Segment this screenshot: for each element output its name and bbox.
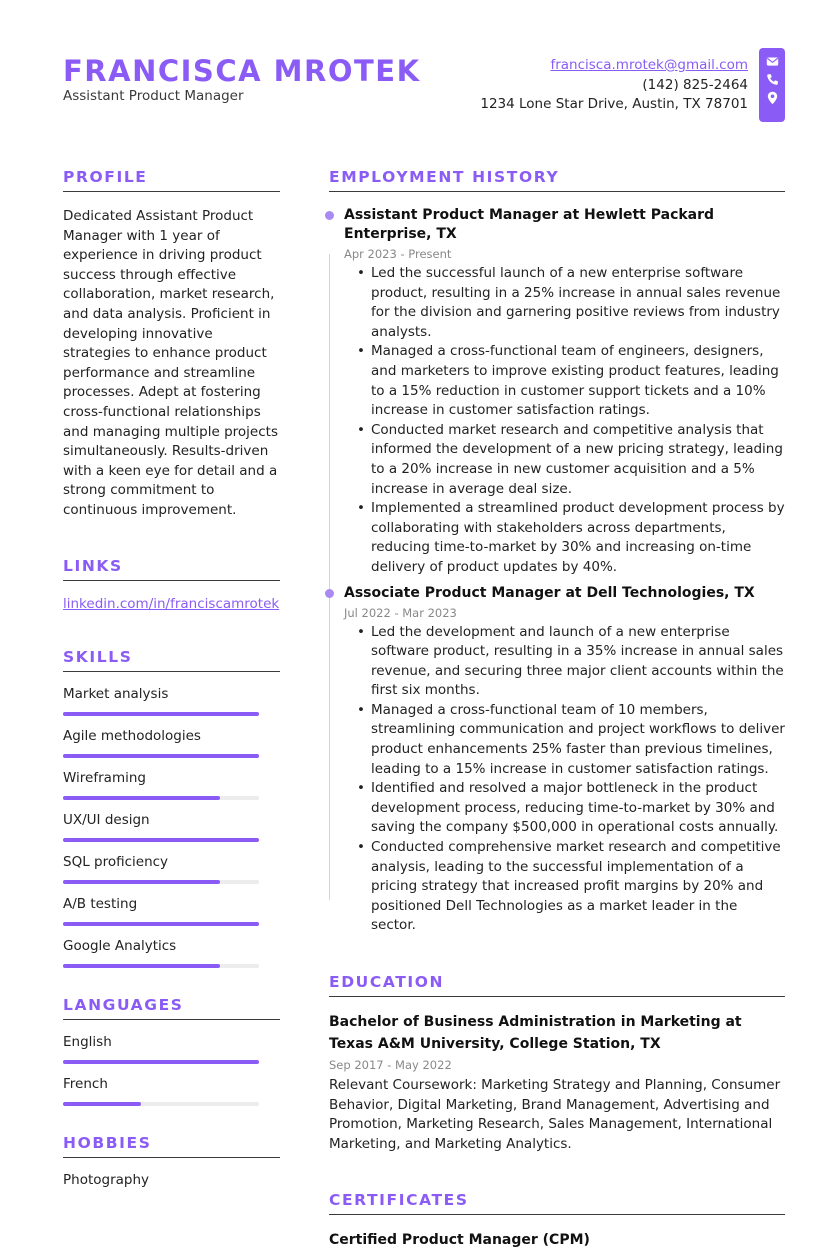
language-level-fill [63, 1102, 141, 1106]
language-level-fill [63, 1060, 259, 1064]
certificate-item: Certified Product Manager (CPM) [329, 1232, 590, 1249]
skill-item [63, 769, 280, 800]
profile-section [63, 167, 280, 521]
job-entry [344, 206, 785, 578]
skill-level-fill [63, 922, 259, 926]
certificates-section [329, 1190, 785, 1251]
job-bullet: • Led the development and launch of a new enterprise software product, resulting in a 35% increase in annual sales revenue, and securing three major client accounts within the first six months. [371, 623, 785, 701]
job-bullet: • Implemented a streamlined product development process by collaborating with stakeholders across departments, reducing time-to-market by 30% and increasing on-time delivery of product updates by 40%. [371, 499, 785, 577]
employment-section [329, 167, 785, 936]
phone-icon [766, 73, 779, 86]
skill-item [63, 895, 280, 926]
skill-item [63, 853, 280, 884]
right-column [329, 167, 785, 1251]
job-entry [344, 584, 785, 937]
skill-level-bar [63, 880, 259, 884]
skill-level-bar [63, 712, 259, 716]
skill-level-fill [63, 754, 259, 758]
profile-text: Dedicated Assistant Product Manager with 1 year of experience in driving product success through effective collaboration, market research, and data analysis. Proficient in developing innovative strategies to enhance product performance and streamline processes. Adept at fostering cross-functional relationships and managing multiple projects simultaneously. Results-driven with a keen eye for detail and a strong commitment to continuous improvement. [63, 208, 278, 518]
skill-level-bar [63, 838, 259, 842]
job-bullets [344, 264, 785, 578]
degree-title: Bachelor of Business Administration in Marketing at Texas A&M University, College Station, TX [329, 1014, 742, 1052]
skill-level-fill [63, 712, 259, 716]
job-list [329, 206, 785, 936]
job-date: Jul 2022 - Mar 2023 [344, 605, 457, 620]
language-level-bar [63, 1102, 259, 1106]
skill-item [63, 937, 280, 968]
skill-label: UX/UI design [63, 811, 150, 828]
job-bullet: • Managed a cross-functional team of engineers, designers, and marketers to improve existing product features, leading to a 15% reduction in customer support tickets and a 10% increase in customer satisfaction ratings. [371, 342, 785, 420]
map-pin-icon [766, 91, 779, 105]
phone-number: (142) 825-2464 [642, 76, 748, 93]
language-item [63, 1033, 280, 1064]
skill-level-bar [63, 796, 259, 800]
skill-level-bar [63, 922, 259, 926]
job-bullet: • Managed a cross-functional team of 10 members, streamlining communication and project workflows to deliver product enhancements 25% faster than previous timelines, leading to a 15% increase in customer satisfaction ratings. [371, 701, 785, 779]
education-date: Sep 2017 - May 2022 [329, 1058, 452, 1072]
skill-item [63, 727, 280, 758]
job-bullets [344, 623, 785, 937]
skill-level-fill [63, 964, 220, 968]
skill-label: Market analysis [63, 685, 169, 702]
candidate-name: FRANCISCA MROTEK [63, 54, 421, 88]
timeline-dot [325, 211, 334, 220]
skill-level-bar [63, 754, 259, 758]
language-label: English [63, 1033, 112, 1050]
job-title: Associate Product Manager at Dell Technologies, TX [344, 584, 755, 601]
skill-label: A/B testing [63, 895, 138, 912]
job-bullet: • Led the successful launch of a new enterprise software product, resulting in a 25% increase in annual sales revenue for the division and garnering positive reviews from industry analysts. [371, 264, 785, 342]
certificates-heading: CERTIFICATES [329, 1190, 785, 1215]
links-section [63, 556, 280, 612]
profile-heading: PROFILE [63, 167, 280, 192]
skills-section [63, 647, 280, 968]
address: 1234 Lone Star Drive, Austin, TX 78701 [480, 96, 748, 112]
job-bullet: • Conducted comprehensive market research and competitive analysis, leading to the successful implementation of a pricing strategy that increased profit margins by 20% and positioned Dell Technologies as a market leader in the sector. [371, 838, 785, 936]
contact-icon-bar [759, 48, 785, 122]
timeline-line [329, 254, 330, 900]
skill-level-bar [63, 964, 259, 968]
job-date: Apr 2023 - Present [344, 247, 452, 261]
job-title: Assistant Product Manager at Hewlett Packard Enterprise, TX [344, 207, 715, 242]
hobbies-heading: HOBBIES [63, 1133, 280, 1158]
education-section [329, 972, 785, 1154]
skills-heading: SKILLS [63, 647, 280, 672]
hobbies-section [63, 1133, 280, 1190]
email-link[interactable]: francisca.mrotek@gmail.com [550, 57, 748, 73]
job-bullet: • Conducted market research and competitive analysis that informed the development of a new pricing strategy, leading to a 20% increase in new customer acquisition and a 5% increase in average deal size. [371, 421, 785, 499]
hobby-item: Photography [63, 1171, 150, 1188]
links-heading: LINKS [63, 556, 280, 581]
languages-section [63, 995, 280, 1106]
skill-label: Agile methodologies [63, 727, 201, 744]
envelope-icon [766, 55, 779, 68]
language-level-bar [63, 1060, 259, 1064]
language-label: French [63, 1075, 108, 1092]
skill-label: Google Analytics [63, 937, 177, 954]
skill-item [63, 685, 280, 716]
employment-heading: EMPLOYMENT HISTORY [329, 167, 785, 192]
skill-label: Wireframing [63, 769, 146, 786]
job-bullet: • Identified and resolved a major bottleneck in the product development process, reducing time-to-market by 30% and saving the company $500,000 in operational costs annually. [371, 779, 785, 838]
education-coursework: Relevant Coursework: Marketing Strategy and Planning, Consumer Behavior, Digital Marketing, Brand Management, Advertising and Promotion, Marketing Research, Sales Management, International Marketing, and Marketing Analytics. [329, 1077, 781, 1152]
languages-heading: LANGUAGES [63, 995, 280, 1020]
skill-level-fill [63, 880, 220, 884]
skill-label: SQL proficiency [63, 853, 169, 870]
contact-block [480, 56, 748, 115]
language-item [63, 1075, 280, 1106]
left-column [63, 167, 280, 1190]
skill-item [63, 811, 280, 842]
education-heading: EDUCATION [329, 972, 785, 997]
skill-level-fill [63, 838, 259, 842]
linkedin-link[interactable]: linkedin.com/in/franciscamrotek [63, 595, 280, 612]
candidate-role: Assistant Product Manager [63, 88, 244, 104]
skill-level-fill [63, 796, 220, 800]
timeline-dot [325, 589, 334, 598]
